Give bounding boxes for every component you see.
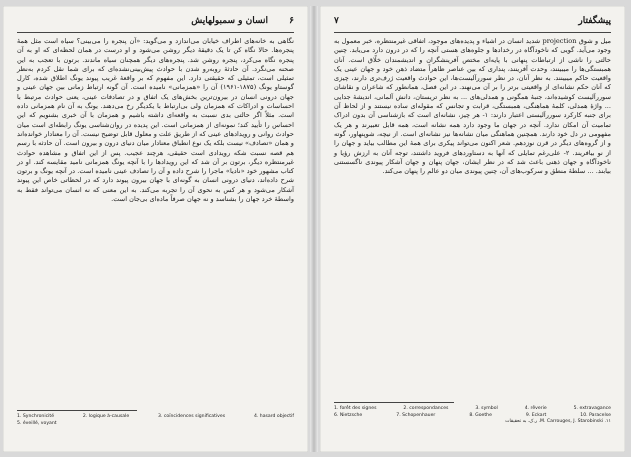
footnote: 3. coïncidences significatives xyxy=(158,414,226,419)
header-rule xyxy=(17,32,294,33)
book-gutter xyxy=(310,6,318,452)
body-text xyxy=(17,37,294,204)
running-title: انسان و سمبولهایش xyxy=(191,16,268,26)
footnote: 1. Synchronicité xyxy=(17,414,55,419)
footnote-rule xyxy=(334,402,454,403)
footnote: 8. Goethe xyxy=(469,412,492,418)
footnote: 4. rêverie xyxy=(524,406,547,411)
footnote: 5. extravagance xyxy=(573,406,611,411)
footnote: 4. hasard objectif xyxy=(253,414,294,419)
paragraph: نگاهی به خانه‌های اطراف خیابان می‌اندازد و می‌گوید: «آن پنجره را می‌بینی؟ سیاه است مثل همهٔ پنجره‌ها. حالا نگاه کن تا یک دقیقهٔ دیگر روشن می‌شود و او درست در همان لحظه‌ای که او به آن پنجره نگاه می‌کرد، پنجره روشن شد. پنجره‌های دیگر همچنان سیاه ماندند. برتون با تعجب به این صحنه می‌نگرد. آن حادثهٔ روبه‌رو شدن با حوادث پیش‌بینی‌نشده‌ای که برای شما نقل کردم به‌نظر تمثیلی است، تمثیلی که حقیقتی دارد. این مفهوم که بر واقعهٔ غریب پیوند یونگ اطلاق شده، کارل گوستاو یونگ (۱۸۷۵-۱۹۶۱) آن را «همزمانی» نامیده است. آن گونه ارتباط زمانی بین جهان عینی و جهان درونی انسان در بیرون‌ترین بخش‌های یک اتفاق و در تصادفات عینی، یعنی حوادث مرتبط با احساسات و ادراکات که همزمان ولی بی‌ارتباط با یکدیگر رخ می‌دهند. یونگ به آن نام همزمانی داده است. مثلاً اگر حالتی بدی نسبت به واقعه‌ای داشته باشیم و همزمان با آن خبری بشنویم که این احساس را تأیید کند؛ نمونه‌ای از همزمانی است. این پدیده در روان‌شناسی یونگ رابطه‌ای است میان حوادث روانی و رویدادهای عینی که از طریق علت و معلول قابل توضیح نیست. آن را معنادار خوانده‌اند و همان «تصادف» نیست بلکه یک نوع انطباق معنادار میان دنیای درون و بیرون است. آن حادثه با رسم هم قصه نسبت شکه رویدادی است حقیقی، هرچند عجیب. پس از این اتفاق و مشاهده حوادث غیرمنتظره دیگر، برتون بر آن شد که این رویدادها را با آنچه یونگ همزمانی نامید مقایسه کند. او در کتاب مشهور خود «نادیا» ماجرا را شرح داده و آن را تصادف عینی نامیده است. در آنچه یونگ و برتون شرح داده‌اند، دنیای درونی انسان به گونه‌ای با جهان بیرون پیوند دارد که در لحظاتی خاص این پیوند آشکار می‌شود و هر کس به نحوی آن را تجربه می‌کند. به این معنی که نه انسان می‌تواند فقط به واسطهٔ خرد جهان را بشناسد و نه جهان صرفاً ماده‌ای بی‌جان است. xyxy=(17,37,295,204)
footnote: 5. éveillé, voyant xyxy=(17,420,57,426)
left-page xyxy=(3,6,308,452)
page-header xyxy=(17,16,294,30)
footnote: 10. Paracelse xyxy=(580,412,611,418)
footnotes xyxy=(17,414,294,427)
footnote: 3. symbol xyxy=(475,406,498,411)
footnote: 7. Schopenhauer xyxy=(396,412,436,418)
footnote: 2. correspondances xyxy=(403,406,449,411)
paragraph: میل و شوق projection شدید انسان در اشیاء و پدیده‌های موجود، اتفاقی غیرمنتظره، خبر معمول به وجود می‌آید. گویی که ناخودآگاه در رخدادها و جلوه‌های هستی آنچه را که در درون دارد می‌یابد. چنین حالتی را ناشی از ارتباطات پنهانی با پایه‌ای مختص آفرینشگران و اندیشمندان خلّاق است. آنان همبستگی‌ها را میبینند، وحدت آفرینند، پنداری که بین عناصر ظاهراً متضاد ذهن خود و جهان عینی یک واقعیت حاکم میبینند. به نظر آنان، در نظر سوررآلیست‌ها، این حوادث واقعیت ژرف‌تری دارند، چیزی که آنان حکم نشانه‌ای از واقعیتی برتر را بر آن می‌نهند. در این فصل، همانطور که شاعران و نقاشان سوررآلیست کوشیده‌اند، جنبهٔ همگونی و همدلی‌های ... به نظر تریستان، دانش آلمانی، اندیشهٔ جدایی ... واژهٔ همدلی، کلمهٔ هماهنگی، همبستگی، قرابت و تجانس که مقوله‌ای ساده نیستند و از لحاظ آن برای جنبه کارکرد سوررآلیستی اعتبار دارند: ۱- هر چیز، نشانه‌ای است که بازشناسی آن بدون ادراک تمامیت آن امکان ندارد. آنچه در جهان ما وجود دارد همه نشانه است، همه قابل تعبیرند و هر یک مفهومی در دل خود دارند. همچنین هماهنگی میان نشانه‌ها نیز نشانه‌ای است. از نیچه، شوپنهاور، گوته و از گروه‌های دیگر در قرن نوزدهم. شعر اکنون می‌تواند پیکری برای همهٔ این مطالب بیاید و جهان را از نو بیافریند. ۲- علی‌رغم تمایلی که آنها به دستاوردهای فروید داشتند، توجه آنان به ارزش رؤیا و ناخودآگاه و جهان ذهنی باعث شد که در نظر ایشان، جهان پنهان و جهان آشکار پیوندی ناگسستنی بیابند. ... سلطهٔ منطق و سرکوب‌های آن، چنین پیوندی میان دو عالم را پنهان می‌کند. xyxy=(334,37,611,176)
running-title: پیشگفتار xyxy=(578,16,611,26)
footnote: 1. forêt des signes xyxy=(334,406,377,411)
footnote-rule xyxy=(17,410,137,411)
footnotes xyxy=(334,406,611,426)
footnote: M. Carrouges, J. Starobinski .۱۱. ر.ک. به تحقیقات xyxy=(505,419,611,424)
right-page xyxy=(320,6,625,452)
footnote: 2. logique à-causale xyxy=(82,414,130,419)
body-text xyxy=(334,37,611,176)
page-number: ۶ xyxy=(289,16,294,26)
footnote: 6. Nietzsche xyxy=(334,412,363,418)
page-number: ۷ xyxy=(334,16,339,26)
header-rule xyxy=(334,32,611,33)
footnote: 9. Eckart xyxy=(525,412,547,418)
page-header xyxy=(334,16,611,30)
